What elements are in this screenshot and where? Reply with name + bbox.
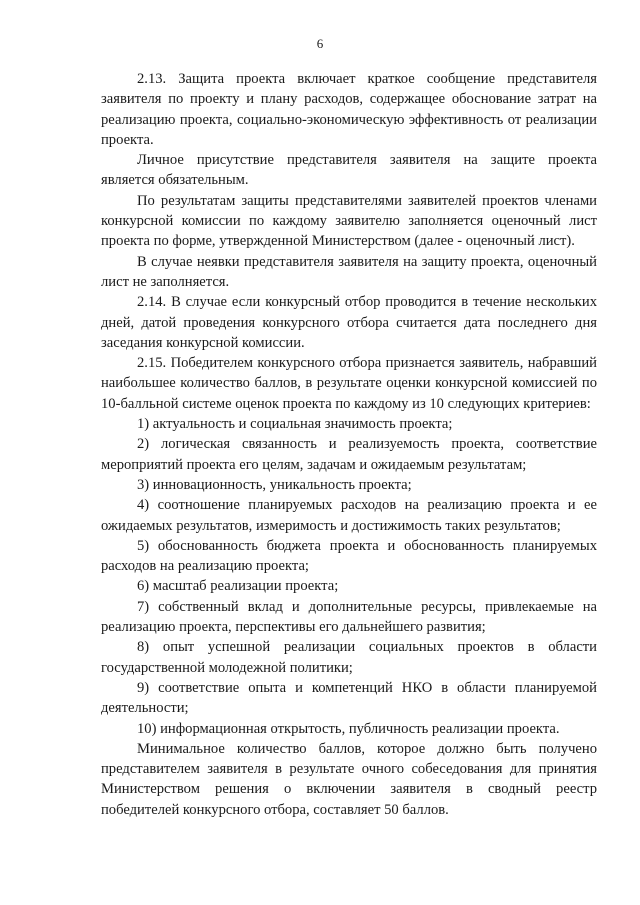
criterion-item: 9) соответствие опыта и компетенций НКО в области планируемой деятельности;	[101, 679, 597, 717]
page-number: 6	[316, 36, 324, 51]
criterion-item: 8) опыт успешной реализации социальных проектов в области государственной молодежной политики;	[101, 639, 597, 676]
paragraph-evaluation-sheet: По результатам защиты представителями заявителей проектов членами конкурсной комиссии по каждому заявителю заполняется оценочный лист проекта по форме, утвержденной Министерством (далее - оценочный лист).	[101, 192, 597, 250]
paragraph-2-13: 2.13. Защита проекта включает краткое сообщение представителя заявителя по проекту и плану расходов, содержащее обоснование затрат на реализацию проекта, социально-экономическую эффективность от реализации проекта.	[101, 71, 597, 148]
paragraph-absence: В случае неявки представителя заявителя на защиту проекта, оценочный лист не заполняется.	[101, 253, 597, 290]
criterion-item: 4) соотношение планируемых расходов на реализацию проекта и ее ожидаемых результатов, измеримость и достижимость таких результатов;	[101, 497, 597, 534]
criterion-item: 1) актуальность и социальная значимость проекта;	[137, 416, 453, 433]
criterion-item: 5) обоснованность бюджета проекта и обоснованность планируемых расходов на реализацию проекта;	[101, 537, 597, 575]
criterion-item: 7) собственный вклад и дополнительные ресурсы, привлекаемые на реализацию проекта, перспективы его дальнейшего развития;	[101, 598, 597, 636]
paragraph-2-15: 2.15. Победителем конкурсного отбора признается заявитель, набравший наибольшее количество баллов, в результате оценки конкурсной комиссией по 10-балльной системе оценок проекта по каждому из 10 следующих критериев:	[101, 355, 597, 412]
paragraph-minimum-score: Минимальное количество баллов, которое должно быть получено представителем заявителя в результате очного собеседования для принятия Министерством решения о включении заявителя в сводный реестр победителей конкурсного отбора, составляет 50 баллов.	[101, 740, 597, 818]
paragraph-2-14: 2.14. В случае если конкурсный отбор проводится в течение нескольких дней, датой проведения конкурсного отбора считается дата последнего дня заседания конкурсной комиссии.	[101, 294, 597, 351]
criterion-item: 6) масштаб реализации проекта;	[137, 578, 339, 595]
document-body	[101, 69, 597, 820]
criterion-item: 3) инновационность, уникальность проекта;	[137, 476, 412, 493]
criterion-item: 2) логическая связанность и реализуемость проекта, соответствие мероприятий проекта его целям, задачам и ожидаемым результатам;	[101, 436, 597, 473]
criterion-item: 10) информационная открытость, публичность реализации проекта.	[137, 720, 560, 737]
paragraph-attendance: Личное присутствие представителя заявителя на защите проекта является обязательным.	[101, 152, 597, 189]
